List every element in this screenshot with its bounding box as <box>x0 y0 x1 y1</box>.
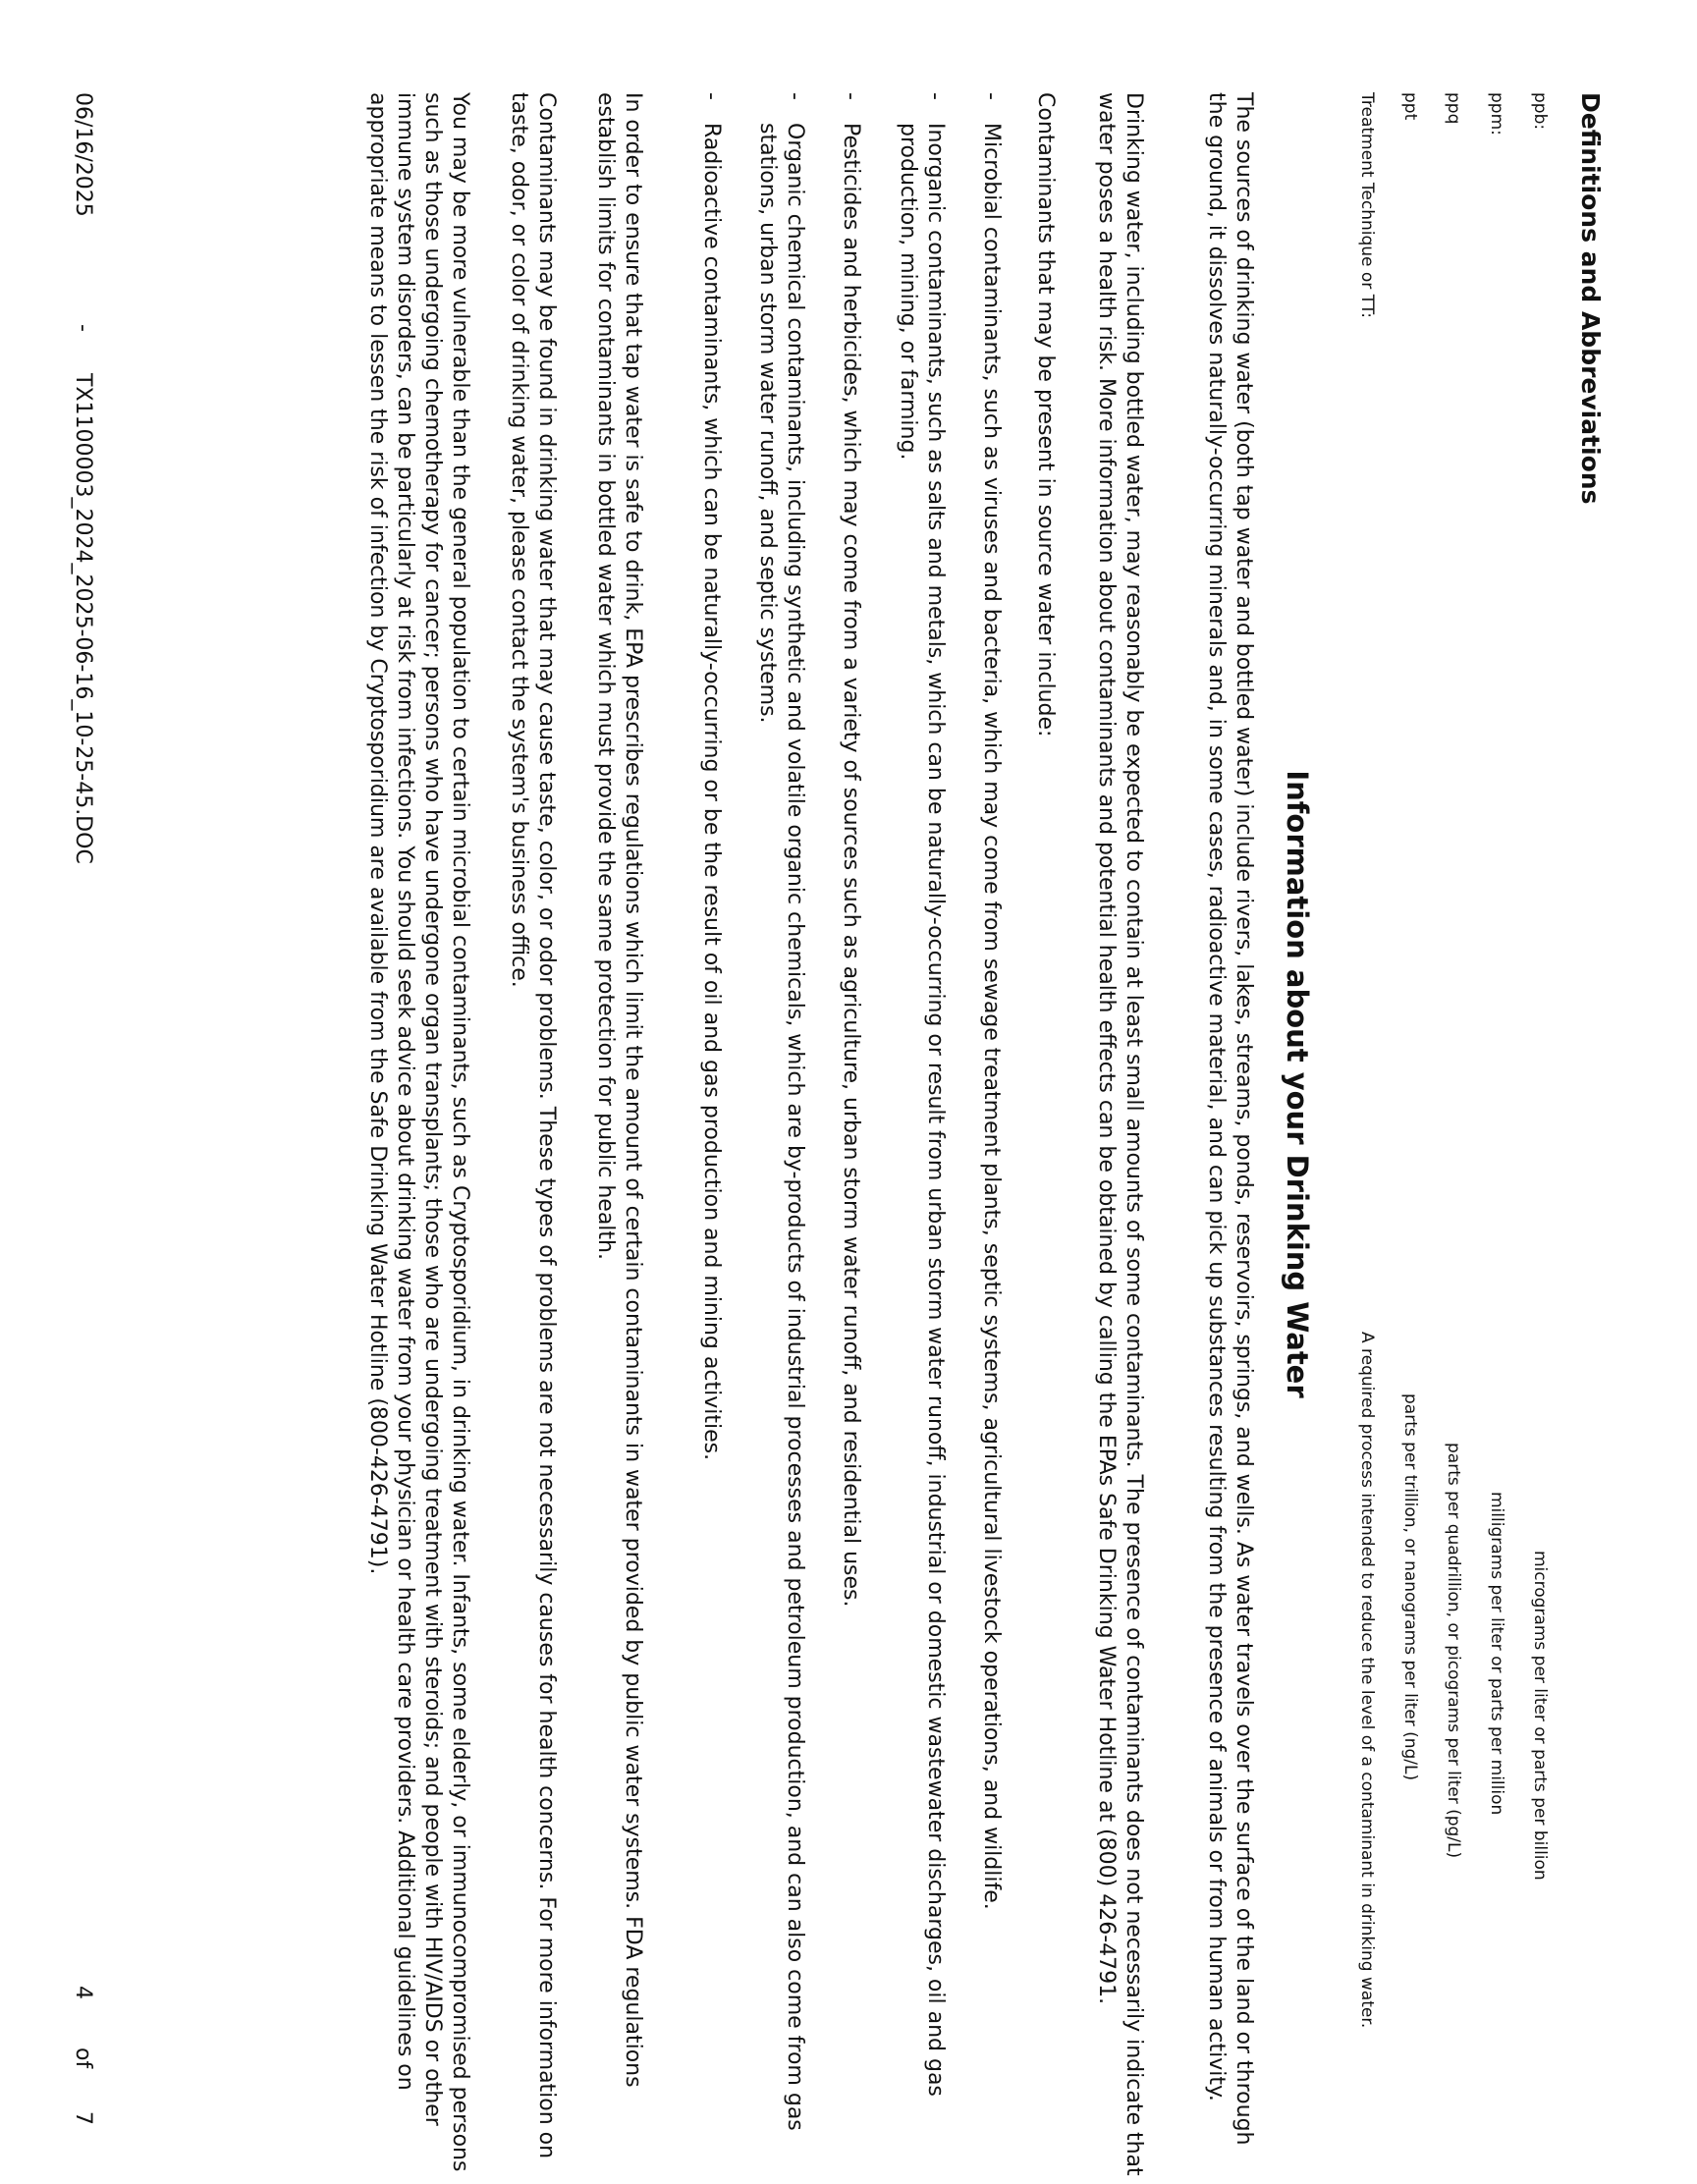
paragraph-sources: The sources of drinking water (both tap water and bottled water) include rivers, lakes, streams, ponds, reservoirs, springs, and wells. As water travels over the surface of the land or through the ground, it dissolves naturally-occurring minerals and, in some cases, radioactive material, and can pick up substances resulting from the presence of animals or from human activity. <box>1204 92 1256 2146</box>
definition-meaning: parts per quadrillion, or picograms per liter (pg/L) <box>1444 1443 1463 1859</box>
bullet-text: Inorganic contaminants, such as salts and metals, which can be naturally-occurring or result from urban storm water runoff, industrial or domestic wastewater discharges, oil and gas production, mining, or farming. <box>896 123 948 2097</box>
paragraph-bottled-water: Drinking water, including bottled water, may reasonably be expected to contain at least small amounts of some contaminants. The presence of contaminants does not necessarily indicate that water poses a health risk. More information about contaminants and potential health effects can be obtained by calling the EPAs Safe Drinking Water Hotline at (800) 426-4791. <box>1094 92 1146 2176</box>
list-item <box>977 92 1005 2184</box>
definition-term: ppq <box>1444 92 1463 125</box>
definition-term: ppb: <box>1530 92 1550 131</box>
section-title: Information about your Drinking Water <box>1281 770 1314 1398</box>
bullet-text: Pesticides and herbicides, which may come from a variety of sources such as agriculture, urban storm water runoff, and residential uses. <box>839 123 863 1608</box>
paragraph-contaminants-intro: Contaminants that may be present in source water include: <box>1033 92 1058 737</box>
definition-meaning: micrograms per liter or parts per billion <box>1530 1551 1550 1881</box>
definition-meaning: parts per trillion, or nanograms per liter (ng/L) <box>1400 1393 1420 1781</box>
footer-page-number: 4 <box>71 1986 95 1999</box>
paragraph-taste-odor: Contaminants may be found in drinking water that may cause taste, color, or odor problems. These types of problems are not necessarily causes for health concerns. For more information on taste, odor, or color of drinking water, please contact the system's business office. <box>507 92 559 2159</box>
paragraph-epa-regulations: In order to ensure that tap water is safe to drink, EPA prescribes regulations which limit the amount of certain contaminants in water provided by public water systems. FDA regulations establish limits for contaminants in bottled water which must provide the same protection for public health. <box>593 92 645 2088</box>
bullet-dash: - <box>699 92 724 100</box>
bullet-text: Microbial contaminants, such as viruses and bacteria, which may come from sewage treatment plants, septic systems, agricultural livestock operations, and wildlife. <box>979 123 1004 1910</box>
footer-date: 06/16/2025 <box>71 92 95 217</box>
footer-page-total: 7 <box>71 2111 95 2125</box>
bullet-dash: - <box>923 92 948 100</box>
definition-term: Treatment Technique or TT: <box>1357 92 1377 319</box>
list-item <box>697 92 725 2184</box>
bullet-text: Radioactive contaminants, which can be naturally-occurring or be the result of oil and gas production and mining activities. <box>699 123 724 1461</box>
footer-filename: TX1100003_2024_2025-06-16_10-25-45.DOC <box>71 373 95 864</box>
footer-page-of: of <box>71 2048 95 2069</box>
definition-meaning: A required process intended to reduce the level of a contaminant in drinking water. <box>1357 1332 1377 2029</box>
list-item <box>837 92 864 2184</box>
bullet-dash: - <box>783 92 807 100</box>
definition-meaning: milligrams per liter or parts per million <box>1487 1492 1506 1816</box>
list-item <box>894 92 949 2184</box>
paragraph-vulnerable-populations: You may be more vulnerable than the general population to certain microbial contaminants, such as Cryptosporidium, in drinking water. Infants, some elderly, or immunocompromised persons such as those undergoing chemotherapy for cancer; persons who have undergone organ transplants; those who are undergoing treatment with steroids; and people with HIV/AIDS or other immune system disorders, can be particularly at risk from infections. You should seek advice about drinking water from your physician or health care providers. Additional guidelines on appropriate means to lessen the risk of infection by Cryptosporidium are available from the Safe Drinking Water Hotline (800-426-4791). <box>365 92 472 2172</box>
bullet-text: Organic chemical contaminants, including synthetic and volatile organic chemicals, which are by-products of industrial processes and petroleum production, and can also come from gas stations, urban storm water runoff, and septic systems. <box>755 123 807 2131</box>
definitions-title: Definitions and Abbreviations <box>1576 92 1605 505</box>
definition-term: ppm: <box>1487 92 1506 136</box>
definition-term: ppt <box>1400 92 1420 121</box>
bullet-dash: - <box>979 92 1004 100</box>
footer-separator: - <box>71 324 95 332</box>
list-item <box>753 92 808 2184</box>
bullet-dash: - <box>839 92 863 100</box>
